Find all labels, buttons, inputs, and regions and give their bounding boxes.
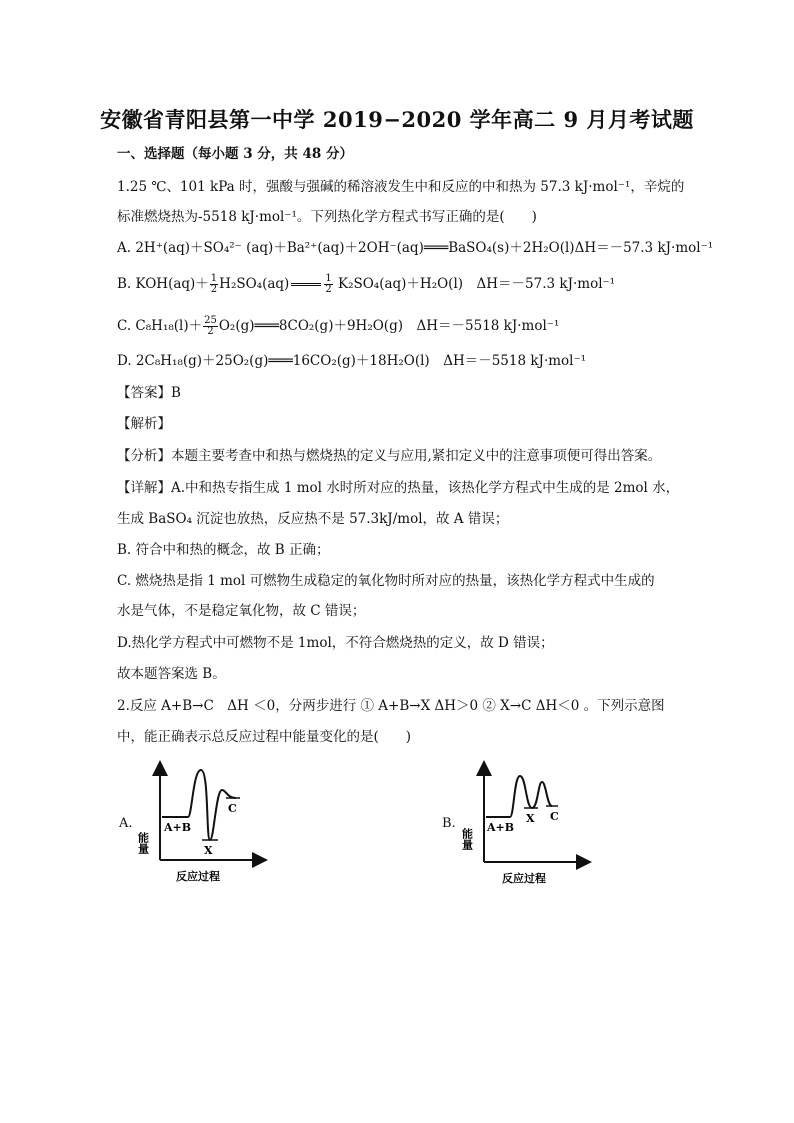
fraction-numerator: 1 xyxy=(325,273,332,284)
intermediate-label: X xyxy=(204,844,213,857)
detail-line2: 生成 BaSO₄ 沉淀也放热，反应热不是 57.3kJ/mol，故 A 错误； xyxy=(117,511,509,527)
start-label: A+B xyxy=(164,821,192,834)
q1-option-b-mid: H₂SO₄(aq) xyxy=(219,276,290,292)
conclusion: 故本题答案选 B。 xyxy=(117,666,226,682)
fraction xyxy=(210,274,218,295)
q1-option-b-suffix: K₂SO₄(aq)＋H₂O(l) ΔH＝－57.3 kJ·mol⁻¹ xyxy=(333,276,616,292)
x-axis-label: 反应过程 xyxy=(502,872,546,885)
q1-option-c-prefix: C. C₈H₁₈(l)＋ xyxy=(117,318,203,334)
q2-stem-line1: 2.反应 A+B→C ΔH ＜0，分两步进行 ① A+B→X ΔH＞0 ② X→C ΔH＜0 。下列示意图 xyxy=(117,698,665,714)
fraction-denominator: 2 xyxy=(207,326,214,337)
page-title: 安徽省青阳县第一中学 2019−2020 学年高二 9 月月考试题 xyxy=(100,107,694,132)
section-heading: 一、选择题（每小题 3 分，共 48 分） xyxy=(117,146,353,162)
q1-option-a: A. 2H⁺(aq)＋SO₄²⁻ (aq)＋Ba²⁺(aq)＋2OH⁻(aq)═══BaSO₄(s)＋2H₂O(l)ΔH＝－57.3 kJ·mol⁻¹ xyxy=(117,240,714,256)
q2-option-a-label: A. xyxy=(119,816,133,831)
energy-diagram-b xyxy=(462,762,592,887)
answer: 【答案】B xyxy=(117,385,181,401)
fraction-numerator: 25 xyxy=(204,315,217,326)
detail-line5: 水是气体，不是稳定氧化物，故 C 错误； xyxy=(117,603,366,619)
q1-stem-line1: 1.25 ℃、101 kPa 时，强酸与强碱的稀溶液发生中和反应的中和热为 57.3 kJ·mol⁻¹，辛烷的 xyxy=(117,179,685,195)
q1-option-b-prefix: B. KOH(aq)＋ xyxy=(117,276,209,292)
x-axis-label: 反应过程 xyxy=(176,870,220,883)
q1-stem-line2: 标准燃烧热为-5518 kJ·mol⁻¹。下列热化学方程式书写正确的是( ) xyxy=(117,209,537,225)
detail-line4: C. 燃烧热是指 1 mol 可燃物生成稳定的氧化物时所对应的热量，该热化学方程式中生成的 xyxy=(117,573,655,589)
q1-option-c-suffix: O₂(g)═══8CO₂(g)＋9H₂O(g) ΔH＝－5518 kJ·mol⁻¹ xyxy=(218,318,560,334)
q2-option-b-label: B. xyxy=(442,816,456,831)
detail-line6: D.热化学方程式中可燃物不是 1mol，不符合燃烧热的定义，故 D 错误； xyxy=(117,635,554,651)
fraction-numerator: 1 xyxy=(210,273,218,284)
analysis-text: 【分析】本题主要考查中和热与燃烧热的定义与应用,紧扣定义中的注意事项便可得出答案。 xyxy=(117,448,662,464)
fraction xyxy=(324,274,332,295)
analysis-heading: 【解析】 xyxy=(117,416,171,432)
energy-diagram-a xyxy=(136,760,270,885)
q1-option-d: D. 2C₈H₁₈(g)＋25O₂(g)═══16CO₂(g)＋18H₂O(l) ΔH＝－5518 kJ·mol⁻¹ xyxy=(117,353,587,369)
detail-line1: 【详解】A.中和热专指生成 1 mol 水时所对应的热量，该热化学方程式中生成的是 2mol 水， xyxy=(117,480,680,496)
y-axis-label: 能量 xyxy=(136,832,150,854)
y-axis-label: 能量 xyxy=(460,828,474,850)
q1-option-b xyxy=(117,274,615,295)
q2-stem-line2: 中，能正确表示总反应过程中能量变化的是( ) xyxy=(117,729,412,745)
fraction xyxy=(203,316,218,337)
energy-curve xyxy=(486,776,552,817)
detail-line3: B. 符合中和热的概念，故 B 正确； xyxy=(117,542,330,558)
fraction-denominator: 2 xyxy=(325,284,332,295)
intermediate-label: X xyxy=(526,812,535,825)
product-label: C xyxy=(550,810,559,823)
q1-option-c xyxy=(117,316,559,337)
product-label: C xyxy=(228,802,237,815)
fraction-denominator: 2 xyxy=(210,284,218,295)
start-label: A+B xyxy=(487,821,515,834)
reaction-arrow xyxy=(291,283,321,286)
